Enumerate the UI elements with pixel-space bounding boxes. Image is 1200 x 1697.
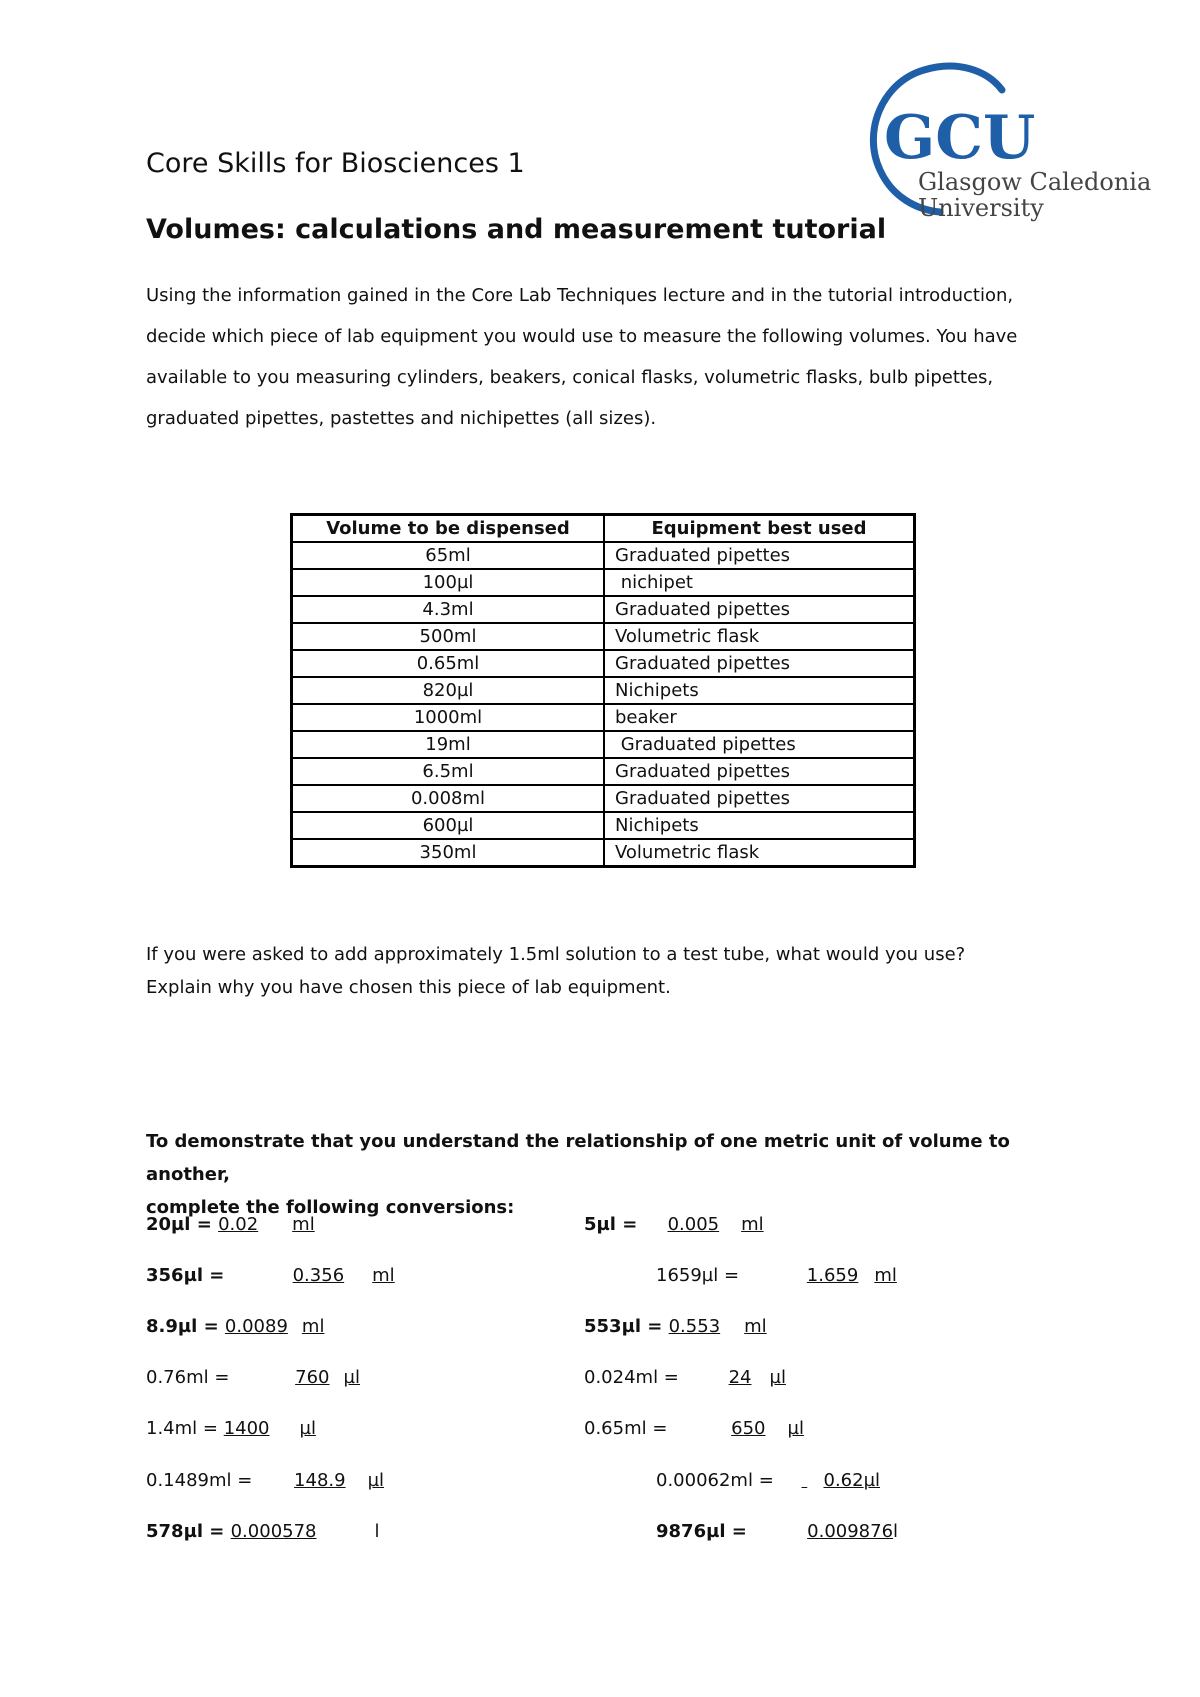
conversion-item — [656, 1470, 880, 1491]
conversion-unit: µl — [299, 1418, 316, 1439]
conversion-question: 1.4ml = — [146, 1418, 224, 1439]
conversion-unit: ml — [292, 1214, 315, 1235]
table-row — [292, 812, 915, 839]
volume-cell: 600µl — [292, 812, 605, 839]
conversion-unit: µl — [343, 1367, 360, 1388]
conversion-question: 0.024ml = — [584, 1367, 685, 1388]
conversion-answer: 1400 — [223, 1418, 270, 1439]
conversion-item — [584, 1214, 764, 1235]
conversion-answer: 24 — [728, 1367, 752, 1388]
conversion-item — [146, 1265, 395, 1286]
conversion-answer: 0.000578 — [230, 1521, 317, 1542]
conversion-answer: 0.009876 — [807, 1521, 894, 1542]
conversion-item — [584, 1367, 786, 1388]
equipment-cell: Nichipets — [604, 677, 915, 704]
conversion-unit: ml — [744, 1316, 767, 1337]
intro-line: available to you measuring cylinders, beakers, conical flasks, volumetric flasks, bulb pipettes, — [146, 367, 994, 388]
equipment-cell: nichipet — [604, 569, 915, 596]
table-row — [292, 650, 915, 677]
conversion-item — [146, 1367, 360, 1388]
gcu-logo — [862, 62, 1152, 232]
intro-line: graduated pipettes, pastettes and nichipettes (all sizes). — [146, 408, 657, 429]
volume-cell: 65ml — [292, 542, 605, 569]
volume-cell: 350ml — [292, 839, 605, 867]
volume-cell: 0.65ml — [292, 650, 605, 677]
logo-line2: University — [918, 194, 1044, 222]
equipment-cell: Volumetric flask — [604, 623, 915, 650]
header-volume: Volume to be dispensed — [292, 515, 605, 543]
conversion-unit: µl — [367, 1470, 385, 1491]
conversion-question: 0.76ml = — [146, 1367, 236, 1388]
conversion-unit: ml — [874, 1265, 897, 1286]
equipment-cell: Volumetric flask — [604, 839, 915, 867]
table-row — [292, 542, 915, 569]
table-row — [292, 677, 915, 704]
table-row — [292, 704, 915, 731]
equipment-cell: Graduated pipettes — [604, 542, 915, 569]
volume-cell: 1000ml — [292, 704, 605, 731]
equipment-question — [146, 938, 1046, 1004]
table-row — [292, 731, 915, 758]
conversion-question: 8.9µl = — [146, 1316, 225, 1337]
conversion-question: 356µl = — [146, 1265, 231, 1286]
conversion-item — [146, 1214, 315, 1235]
instruction-line: complete the following conversions: — [146, 1197, 515, 1218]
conversion-answer: 0.02 — [218, 1214, 259, 1235]
gcu-logo-mark — [862, 62, 1152, 232]
volume-cell: 500ml — [292, 623, 605, 650]
volume-cell: 6.5ml — [292, 758, 605, 785]
intro-line: Using the information gained in the Core Lab Techniques lecture and in the tutorial introduction, — [146, 285, 1014, 306]
conversion-answer: 0.356 — [292, 1265, 345, 1286]
conversion-answer: 760 — [295, 1367, 330, 1388]
conversion-question: 553µl = — [584, 1316, 669, 1337]
volume-cell: 4.3ml — [292, 596, 605, 623]
table-row — [292, 596, 915, 623]
intro-line: decide which piece of lab equipment you would use to measure the following volumes. You have — [146, 326, 1018, 347]
equipment-cell: beaker — [604, 704, 915, 731]
equipment-cell: Graduated pipettes — [604, 758, 915, 785]
conversion-item — [146, 1316, 324, 1337]
equipment-cell: Graduated pipettes — [604, 596, 915, 623]
conversion-item — [656, 1265, 897, 1286]
intro-paragraph — [146, 275, 1046, 439]
conversion-item — [146, 1470, 384, 1491]
conversion-item — [146, 1418, 316, 1439]
logo-abbr: GCU — [884, 103, 1036, 173]
conversion-answer: 650 — [731, 1418, 766, 1439]
conversion-question: 20µl = — [146, 1214, 219, 1235]
table-row — [292, 623, 915, 650]
conversion-question: 0.00062ml = — [656, 1470, 780, 1491]
table-row — [292, 569, 915, 596]
conversion-unit: ml — [741, 1214, 764, 1235]
volume-cell: 19ml — [292, 731, 605, 758]
header-equipment: Equipment best used — [604, 515, 915, 543]
conversion-item — [146, 1521, 380, 1542]
conversion-unit: µl — [787, 1418, 804, 1439]
equipment-cell: Nichipets — [604, 812, 915, 839]
conversion-item — [656, 1521, 898, 1542]
conversion-unit: µl — [863, 1470, 881, 1491]
conversion-unit: l — [893, 1521, 899, 1542]
conversion-question: 0.65ml = — [584, 1418, 674, 1439]
conversion-answer: 148.9 — [294, 1470, 346, 1491]
table-row — [292, 758, 915, 785]
course-title: Core Skills for Biosciences 1 — [146, 148, 525, 179]
conversion-answer: 0.005 — [667, 1214, 720, 1235]
conversion-unit: ml — [301, 1316, 325, 1337]
table-row — [292, 785, 915, 812]
instruction-line: To demonstrate that you understand the relationship of one metric unit of volume to another, — [146, 1131, 1010, 1185]
conversion-answer: 0.62 — [823, 1470, 864, 1491]
equipment-cell: Graduated pipettes — [604, 731, 915, 758]
question-line: If you were asked to add approximately 1.5ml solution to a test tube, what would you use? — [146, 944, 966, 965]
volume-cell: 100µl — [292, 569, 605, 596]
equipment-cell: Graduated pipettes — [604, 650, 915, 677]
table-header-row — [292, 515, 915, 543]
conversion-unit: ml — [372, 1265, 395, 1286]
conversion-answer: 0.553 — [668, 1316, 721, 1337]
equipment-cell: Graduated pipettes — [604, 785, 915, 812]
conversion-instructions — [146, 1125, 1046, 1224]
conversion-answer: 0.0089 — [224, 1316, 288, 1337]
conversion-question: 5µl = — [584, 1214, 644, 1235]
conversion-unit: µl — [769, 1367, 786, 1388]
conversion-unit: l — [374, 1521, 380, 1542]
conversion-question: 0.1489ml = — [146, 1470, 259, 1491]
conversion-question: 578µl = — [146, 1521, 231, 1542]
conversion-question: 1659µl = — [656, 1265, 745, 1286]
table-row — [292, 839, 915, 867]
conversion-answer: 1.659 — [806, 1265, 859, 1286]
volume-cell: 820µl — [292, 677, 605, 704]
volume-cell: 0.008ml — [292, 785, 605, 812]
logo-line1: Glasgow Caledonian — [918, 168, 1152, 196]
conversion-question: 9876µl = — [656, 1521, 754, 1542]
tutorial-title: Volumes: calculations and measurement tutorial — [146, 214, 887, 245]
question-line: Explain why you have chosen this piece of lab equipment. — [146, 977, 671, 998]
conversion-item — [584, 1316, 767, 1337]
equipment-table — [290, 513, 916, 868]
conversion-item — [584, 1418, 804, 1439]
